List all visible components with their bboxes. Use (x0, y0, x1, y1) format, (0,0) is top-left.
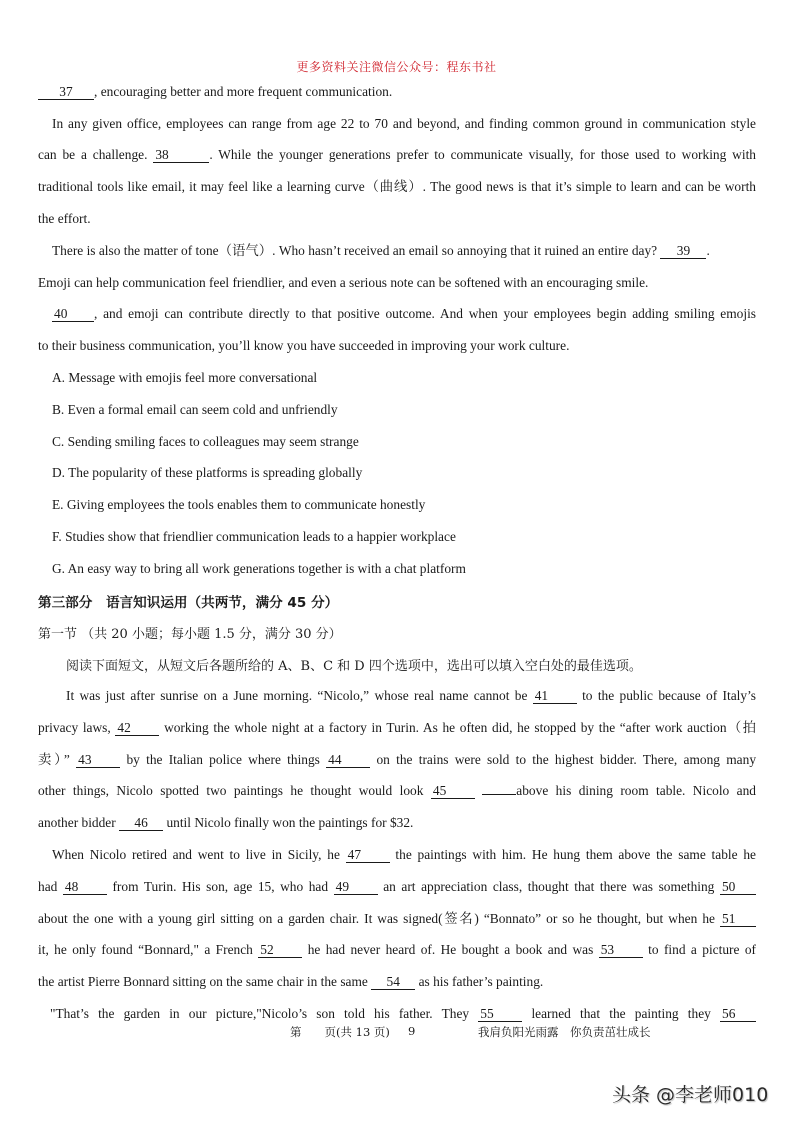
blank-54: 54 (371, 974, 415, 990)
section-instruction: 阅读下面短文，从短文后各题所给的 A、B、C 和 D 四个选项中，选出可以填入空白处的最佳选项。 (66, 659, 642, 674)
section-title: 第三部分 语言知识运用（共两节，满分 45 分） (38, 595, 339, 611)
blank-53: 53 (599, 942, 643, 958)
blank-41: 41 (533, 688, 577, 704)
blank-46: 46 (119, 815, 163, 831)
passage-line: about the one with a young girl sitting on a garden chair. It was signed(签名) “Bonnato” or so he thought, but when he 51 (38, 910, 756, 928)
option-b: B. Even a formal email can seem cold and unfriendly (52, 402, 338, 417)
passage-line: Emoji can help communication feel friendlier, and even a serious note can be softened with an encouraging smile. (38, 275, 649, 290)
passage-line: it, he only found “Bonnard," a French 52 he had never heard of. He bought a book and was 53 to find a picture of (38, 942, 756, 957)
footer-motto: 我肩负阳光雨露 你负责茁壮成长 (478, 1025, 651, 1039)
blank-51: 51 (720, 911, 756, 927)
passage-line: the effort. (38, 211, 91, 226)
blank-39: 39 (660, 243, 706, 259)
watermark: 头条 @李老师010 (612, 1084, 769, 1106)
blank-47: 47 (346, 847, 390, 863)
passage-line: "That’s the garden in our picture,"Nicolo’s son told his father. They 55 learned that the painting they 56 (50, 1005, 756, 1023)
passage-line: When Nicolo retired and went to live in Sicily, he 47 the paintings with him. He hung them above the same table he (52, 847, 756, 862)
passage-line: 37 , encouraging better and more frequent communication. (38, 83, 756, 101)
option-e: E. Giving employees the tools enables them to communicate honestly (52, 497, 426, 512)
blank-49: 49 (334, 879, 378, 895)
passage-line: had 48 from Turin. His son, age 15, who had 49 an art appreciation class, thought that there was something 50 (38, 878, 756, 896)
passage-line: 40 , and emoji can contribute directly to that positive outcome. And when your employees begin adding smiling emojis (54, 306, 756, 321)
blank-45: 45 (431, 783, 475, 799)
option-a: A. Message with emojis feel more conversational (52, 370, 318, 385)
option-d: D. The popularity of these platforms is spreading globally (52, 465, 363, 480)
footer-page-label: 第 页(共 13 页) (290, 1025, 390, 1039)
blank-37: 37 (38, 84, 94, 100)
passage-line: 卖）” 43 by the Italian police where things 44 on the trains were sold to the highest bidder. There, among many (38, 752, 757, 767)
passage-line: In any given office, employees can range from age 22 to 70 and beyond, and finding common ground in communication style (52, 116, 756, 131)
blank-40: 40 (52, 306, 94, 322)
option-g: G. An easy way to bring all work generations together is with a chat platform (52, 561, 466, 576)
blank-44: 44 (326, 752, 370, 768)
option-f: F. Studies show that friendlier communication leads to a happier workplace (52, 529, 456, 544)
passage-line: another bidder 46 until Nicolo finally won the paintings for $32. (38, 815, 414, 830)
passage-line: There is also the matter of tone（语气）. Who hasn’t received an email so annoying that it ruined an entire day? 39 . (52, 243, 710, 258)
passage-line: It was just after sunrise on a June morning. “Nicolo,” whose real name cannot be 41 to the public because of Italy’s (66, 688, 756, 703)
passage-line: the artist Pierre Bonnard sitting on the same chair in the same 54 as his father’s painting. (38, 974, 544, 989)
blank-extra (482, 794, 516, 795)
header-note: 更多资料关注微信公众号：程东书社 (296, 60, 497, 74)
footer-page-number: 9 (408, 1024, 416, 1038)
section-subtitle: 第一节 （共 20 小题；每小题 1.5 分，满分 30 分） (38, 627, 342, 642)
passage-line: privacy laws, 42 working the whole night at a factory in Turin. As he often did, he stopped by the “after work auction（拍 (38, 720, 756, 735)
passage-line: to their business communication, you’ll know you have succeeded in improving your work culture. (38, 338, 570, 353)
passage-line: traditional tools like email, it may feel like a learning curve（曲线）. The good news is that it’s simple to learn and can be worth (38, 179, 756, 194)
passage-line: other things, Nicolo spotted two paintings he thought would look 45 above his dining room table. Nicolo and (38, 783, 756, 798)
blank-43: 43 (76, 752, 120, 768)
blank-56: 56 (720, 1006, 756, 1022)
blank-42: 42 (115, 720, 159, 736)
blank-50: 50 (720, 879, 756, 895)
blank-48: 48 (63, 879, 107, 895)
blank-38: 38 (153, 147, 209, 163)
blank-52: 52 (258, 942, 302, 958)
blank-55: 55 (478, 1006, 522, 1022)
option-c: C. Sending smiling faces to colleagues may seem strange (52, 434, 359, 449)
passage-line: can be a challenge. 38 . While the younger generations prefer to communicate visually, for those used to working with (38, 147, 756, 162)
